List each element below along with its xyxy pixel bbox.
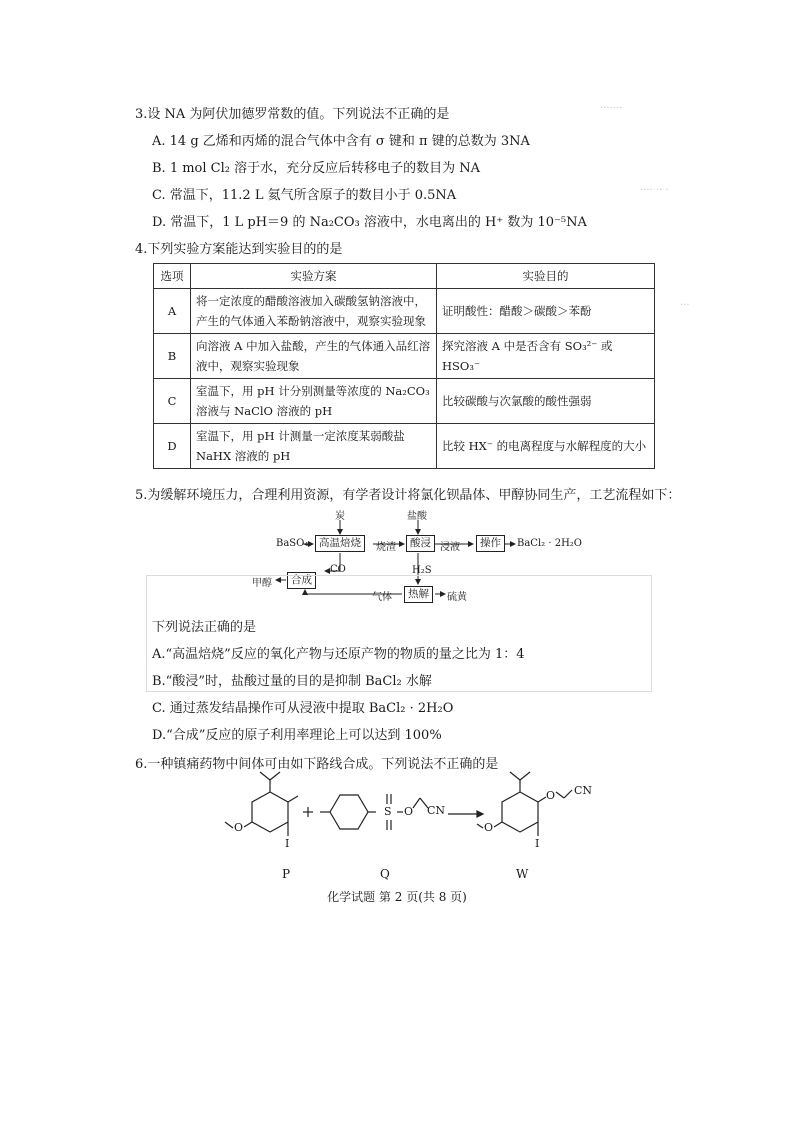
- table-header: 实验目的: [437, 264, 655, 289]
- q3-option-a: A. 14 g 乙烯和丙烯的混合气体中含有 σ 键和 π 键的总数为 3NA: [152, 134, 530, 149]
- structure-drawings: [0, 770, 794, 880]
- q3-option-b: B. 1 mol Cl₂ 溶于水，充分反应后转移电子的数目为 NA: [152, 161, 481, 176]
- box-synthesis: 合成: [287, 572, 316, 589]
- q6-stem: 6.一种镇痛药物中间体可由如下路线合成。下列说法不正确的是: [135, 757, 499, 772]
- reaction-scheme: [0, 770, 794, 880]
- q3-option-d: D. 常温下，1 L pH＝9 的 Na₂CO₃ 溶液中，水电离出的 H⁺ 数为 10⁻⁵NA: [152, 215, 587, 230]
- table-cell-plan: 室温下，用 pH 计分别测量等浓度的 Na₂CO₃ 溶液与 NaClO 溶液的 pH: [191, 379, 437, 424]
- q3-stem: 3.设 NA 为阿伏加德罗常数的值。下列说法不正确的是: [135, 107, 450, 122]
- atom-label-i: I: [535, 837, 540, 850]
- table-header-row: [154, 264, 655, 289]
- table-cell-goal: 比较碳酸与次氯酸的酸性强弱: [437, 379, 655, 424]
- table-cell-goal: 探究溶液 A 中是否含有 SO₃²⁻ 或 HSO₃⁻: [437, 334, 655, 379]
- label-hydrochloric-acid: 盐酸: [407, 511, 427, 522]
- table-cell-plan: 向溶液 A 中加入盐酸，产生的气体通入品红溶液中，观察实验现象: [191, 334, 437, 379]
- box-acid-leaching: 酸浸: [406, 535, 435, 552]
- label-leachate: 浸液: [440, 542, 460, 553]
- q3-option-c: C. 常温下，11.2 L 氦气所含原子的数目小于 0.5NA: [152, 188, 457, 203]
- compound-label-w: W: [516, 867, 529, 881]
- table-cell-plan: 将一定浓度的醋酸溶液加入碳酸氢钠溶液中，产生的气体通入苯酚钠溶液中，观察实验现象: [191, 289, 437, 334]
- table-header: 实验方案: [191, 264, 437, 289]
- q5-prompt: 下列说法正确的是: [152, 620, 257, 635]
- box-pyrolysis: 热解: [404, 586, 433, 603]
- label-gas: 气体: [372, 592, 392, 603]
- table-row: [154, 289, 655, 334]
- atom-label-cn: CN: [574, 784, 593, 797]
- box-operation: 操作: [476, 535, 505, 552]
- q5-option-c: C. 通过蒸发结晶操作可从浸液中提取 BaCl₂ · 2H₂O: [152, 701, 454, 716]
- atom-label-o: O: [404, 805, 414, 818]
- label-h2s: H₂S: [412, 565, 432, 576]
- label-methanol: 甲醇: [252, 578, 272, 589]
- table-cell-goal: 证明酸性：醋酸＞碳酸＞苯酚: [437, 289, 655, 334]
- table-row: [154, 424, 655, 469]
- label-product: BaCl₂ · 2H₂O: [517, 538, 582, 549]
- table-cell-option: B: [154, 334, 191, 379]
- q4-stem: 4.下列实验方案能达到实验目的的是: [135, 242, 343, 257]
- atom-label-o: O: [234, 821, 244, 834]
- table-cell-goal: 比较 HX⁻ 的电离程度与水解程度的大小: [437, 424, 655, 469]
- compound-label-q: Q: [380, 867, 390, 881]
- table-cell-plan: 室温下，用 pH 计测量一定浓度某弱酸盐 NaHX 溶液的 pH: [191, 424, 437, 469]
- box-high-temp-roasting: 高温焙烧: [315, 535, 365, 552]
- table-cell-option: A: [154, 289, 191, 334]
- table-cell-option: C: [154, 379, 191, 424]
- label-carbon: 炭: [335, 511, 345, 522]
- label-co: CO: [330, 564, 346, 575]
- q4-table: [153, 263, 655, 469]
- atom-label-i: I: [285, 837, 290, 850]
- atom-label-cn: CN: [427, 804, 446, 817]
- q5-stem: 5.为缓解环境压力，合理利用资源，有学者设计将氯化钡晶体、甲醇协同生产，工艺流程如下：: [135, 488, 681, 503]
- atom-label-o: O: [546, 789, 556, 802]
- q5-option-b: B.“酸浸”时，盐酸过量的目的是抑制 BaCl₂ 水解: [152, 674, 432, 689]
- q5-option-a: A.“高温焙烧”反应的氧化产物与还原产物的物质的量之比为 1：4: [152, 647, 525, 662]
- table-row: [154, 334, 655, 379]
- table-header: 选项: [154, 264, 191, 289]
- compound-label-p: P: [282, 867, 291, 881]
- label-baso4: BaSO₄: [276, 538, 309, 549]
- atom-label-o: O: [484, 821, 494, 834]
- label-roasted-residue: 烧渣: [376, 542, 396, 553]
- page-footer: 化学试题 第 2 页(共 8 页): [327, 890, 467, 904]
- table-row: [154, 379, 655, 424]
- label-sulfur: 硫黄: [447, 592, 467, 603]
- q5-option-d: D.“合成”反应的原子利用率理论上可以达到 100%: [152, 728, 442, 743]
- atom-label-s: S: [384, 805, 392, 818]
- table-cell-option: D: [154, 424, 191, 469]
